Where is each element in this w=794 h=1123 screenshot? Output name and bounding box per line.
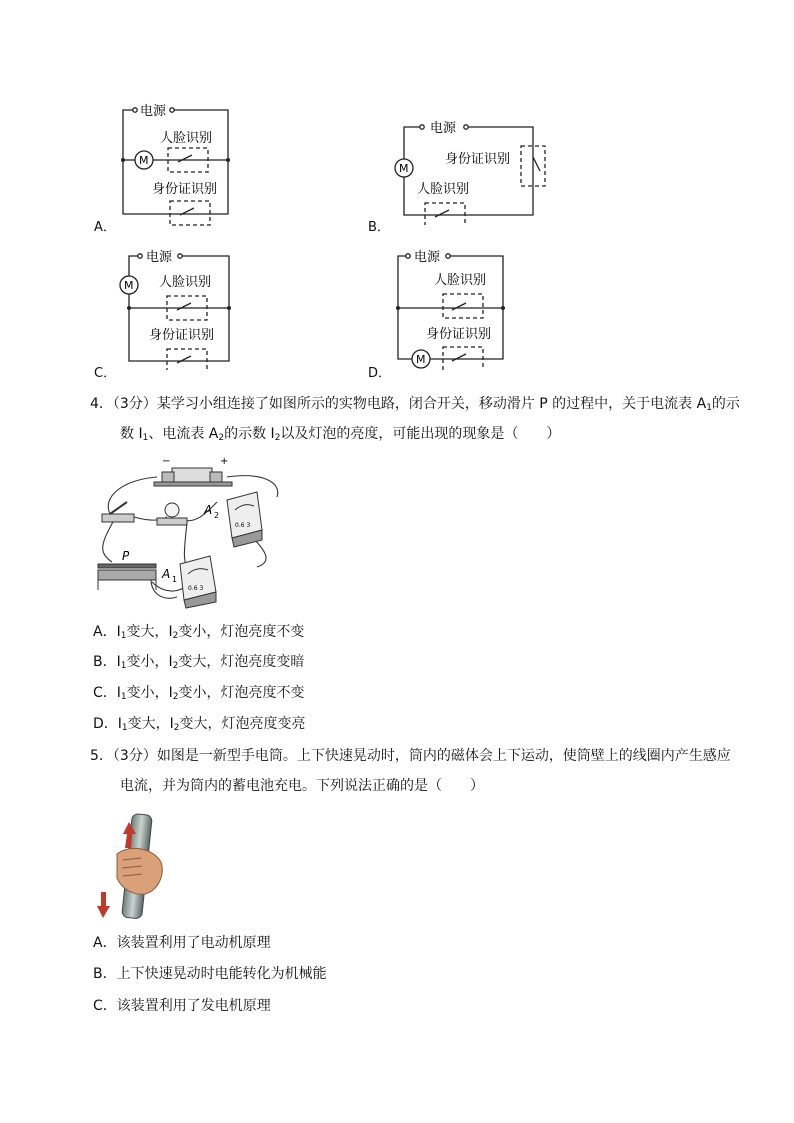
svg-text:身份证识别: 身份证识别 bbox=[149, 328, 215, 343]
q4-option-a[interactable]: A．$I_1$变大，$I_2$变小，灯泡亮度不变 bbox=[93, 624, 305, 641]
q5-stem-line2: 电流，并为筒内的蓄电池充电。下列说法正确的是（ ） bbox=[120, 778, 484, 794]
svg-text:M: M bbox=[124, 279, 134, 292]
circuit-c bbox=[112, 245, 247, 370]
svg-text:P: P bbox=[122, 549, 130, 563]
q4-option-d[interactable]: D．$I_1$变大，$I_2$变大，灯泡亮度变亮 bbox=[93, 716, 306, 733]
svg-text:1: 1 bbox=[172, 575, 178, 584]
svg-text:身份证识别: 身份证识别 bbox=[445, 152, 511, 167]
svg-text:2: 2 bbox=[214, 511, 220, 520]
svg-text:人脸识别: 人脸识别 bbox=[434, 273, 487, 288]
q4-option-c[interactable]: C．$I_1$变小，$I_2$变小，灯泡亮度不变 bbox=[93, 685, 305, 702]
svg-text:0.6 3: 0.6 3 bbox=[188, 585, 204, 592]
option-b-label: B． bbox=[368, 220, 390, 235]
svg-text:电源: 电源 bbox=[414, 250, 441, 265]
power-label: 电源 bbox=[140, 104, 167, 119]
circuit-a bbox=[90, 98, 250, 233]
face-label: 人脸识别 bbox=[160, 131, 213, 146]
q4-stem-line2: 数 $I_1$、电流表 $A_2$的示数 $I_2$以及灯泡的亮度，可能出现的现象是（ ） bbox=[120, 426, 561, 443]
ammeter-a2 bbox=[227, 492, 262, 547]
svg-text:人脸识别: 人脸识别 bbox=[159, 275, 212, 290]
option-c-label: C． bbox=[94, 366, 117, 381]
svg-text:电源: 电源 bbox=[146, 250, 173, 265]
motor-symbol: M bbox=[139, 154, 149, 167]
svg-text:A: A bbox=[204, 503, 213, 517]
q4-option-b[interactable]: B．$I_1$变小，$I_2$变大，灯泡亮度变暗 bbox=[93, 654, 305, 671]
option-d-label: D． bbox=[368, 366, 392, 381]
q5-option-a[interactable]: A．该装置利用了电动机原理 bbox=[93, 935, 271, 951]
flashlight-figure bbox=[95, 808, 175, 926]
svg-text:+: + bbox=[220, 456, 229, 467]
svg-text:电源: 电源 bbox=[430, 121, 457, 136]
svg-text:0.6 3: 0.6 3 bbox=[235, 522, 251, 529]
svg-text:身份证识别: 身份证识别 bbox=[426, 327, 492, 342]
svg-text:M: M bbox=[416, 353, 426, 366]
circuit-b bbox=[390, 115, 555, 225]
svg-text:−: − bbox=[162, 456, 171, 467]
svg-text:M: M bbox=[399, 162, 409, 175]
q5-option-c[interactable]: C．该装置利用了发电机原理 bbox=[93, 998, 271, 1014]
option-a-label: A． bbox=[94, 220, 116, 235]
q4-stem-line1: 4．（3分）某学习小组连接了如图所示的实物电路，闭合开关，移动滑片 P 的过程中，关于电流表 $A_1$的示 bbox=[90, 396, 740, 413]
svg-text:人脸识别: 人脸识别 bbox=[417, 182, 470, 197]
svg-text:A: A bbox=[162, 567, 171, 581]
ammeter-a1 bbox=[180, 556, 216, 608]
down-arrow-icon bbox=[97, 892, 110, 918]
q4-circuit-figure bbox=[92, 452, 292, 610]
id-label: 身份证识别 bbox=[152, 182, 218, 197]
q5-stem-line1: 5．（3分）如图是一新型手电筒。上下快速晃动时，筒内的磁体会上下运动，使筒壁上的线圈内产生感应 bbox=[90, 748, 731, 764]
q5-option-b[interactable]: B．上下快速晃动时电能转化为机械能 bbox=[93, 966, 327, 982]
circuit-d bbox=[388, 245, 513, 370]
